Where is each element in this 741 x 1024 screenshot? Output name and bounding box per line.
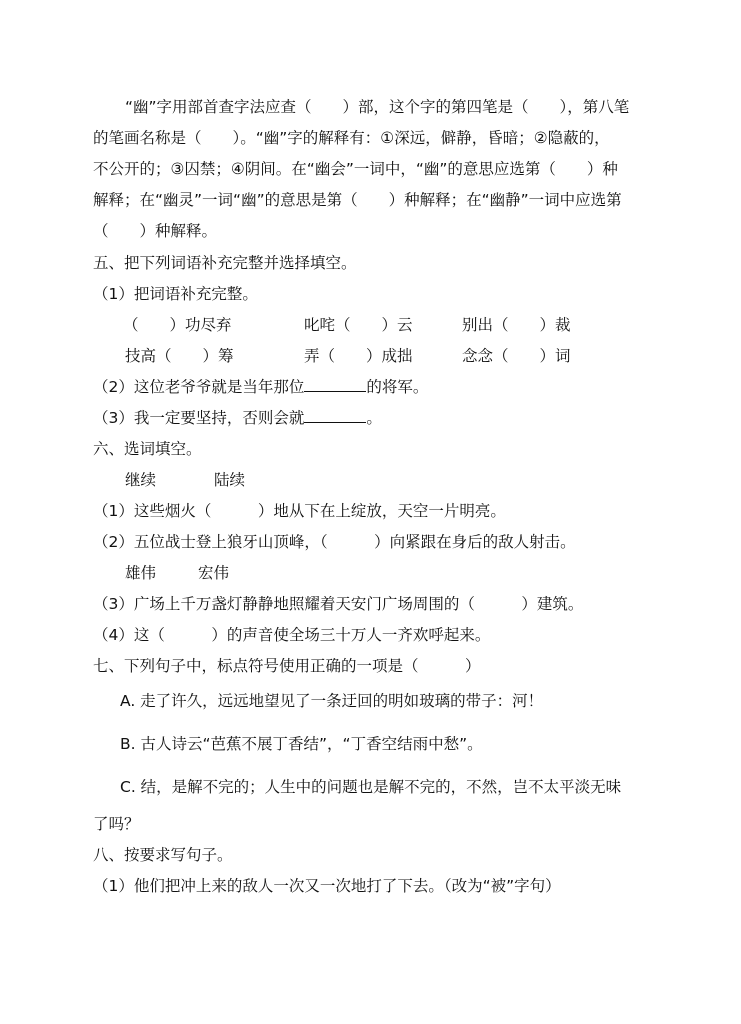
sub-2-text-before: （2）这位老爷爷就是当年那位 bbox=[93, 378, 305, 396]
word-choice-1a: 继续 bbox=[125, 471, 157, 489]
section-five-sub-3 bbox=[93, 407, 382, 429]
paragraph-line-1: “幽”字用部首查字法应查（ ）部，这个字的第四笔是（ ），第八笔 bbox=[125, 98, 630, 116]
section-six-sentence-3: （3）广场上千万盏灯静静地照耀着天安门广场周围的（ ）建筑。 bbox=[93, 595, 584, 613]
word-fill-6: 念念（ ）词 bbox=[462, 347, 571, 365]
option-c-line-1: C. 结，是解不完的；人生中的问题也是解不完的，不然，岂不太平淡无味 bbox=[120, 778, 622, 796]
sub-3-text-after: 。 bbox=[366, 409, 382, 427]
section-seven-title: 七、下列句子中，标点符号使用正确的一项是（ ） bbox=[93, 657, 481, 675]
word-fill-4: 技高（ ）筹 bbox=[125, 347, 234, 365]
option-a: A. 走了许久，远远地望见了一条迂回的明如玻璃的带子：河！ bbox=[120, 692, 544, 710]
word-choice-1b: 陆续 bbox=[214, 471, 246, 489]
sub-2-text-after: 的将军。 bbox=[366, 378, 429, 396]
paragraph-line-3: 不公开的；③囚禁；④阴间。在“幽会”一词中，“幽”的意思应选第（ ）种 bbox=[93, 160, 618, 178]
answer-blank bbox=[304, 376, 366, 392]
section-five-sub-2 bbox=[93, 376, 428, 398]
option-b: B. 古人诗云“芭蕉不展丁香结”，“丁香空结雨中愁”。 bbox=[120, 735, 483, 753]
answer-blank bbox=[304, 407, 366, 423]
word-fill-2: 叱咤（ ）云 bbox=[304, 316, 413, 334]
word-fill-5: 弄（ ）成拙 bbox=[304, 347, 413, 365]
sub-3-text-before: （3）我一定要坚持，否则会就 bbox=[93, 409, 305, 427]
word-fill-3: 别出（ ）裁 bbox=[462, 316, 571, 334]
paragraph-line-5: （ ）种解释。 bbox=[93, 222, 218, 240]
section-six-sentence-2: （2）五位战士登上狼牙山顶峰，（ ）向紧跟在身后的敌人射击。 bbox=[93, 533, 576, 551]
word-fill-1: （ ）功尽弃 bbox=[123, 316, 232, 334]
section-eight-sentence-1: （1）他们把冲上来的敌人一次又一次地打了下去。（改为“被”字句） bbox=[93, 877, 561, 895]
section-six-sentence-4: （4）这（ ）的声音使全场三十万人一齐欢呼起来。 bbox=[93, 626, 491, 644]
section-six-title: 六、选词填空。 bbox=[93, 440, 202, 458]
section-five-sub-1: （1）把词语补充完整。 bbox=[93, 285, 258, 303]
word-choice-2b: 宏伟 bbox=[198, 564, 230, 582]
section-six-sentence-1: （1）这些烟火（ ）地从下在上绽放，天空一片明亮。 bbox=[93, 502, 506, 520]
section-five-title: 五、把下列词语补充完整并选择填空。 bbox=[93, 254, 357, 272]
section-eight-title: 八、按要求写句子。 bbox=[93, 846, 233, 864]
paragraph-line-4: 解释；在“幽灵”一词“幽”的意思是第（ ）种解释；在“幽静”一词中应选第 bbox=[93, 191, 622, 209]
paragraph-line-2: 的笔画名称是（ ）。“幽”字的解释有：①深远，僻静，昏暗；②隐蔽的， bbox=[93, 129, 610, 147]
word-choice-2a: 雄伟 bbox=[125, 564, 157, 582]
option-c-line-2: 了吗？ bbox=[93, 815, 140, 833]
